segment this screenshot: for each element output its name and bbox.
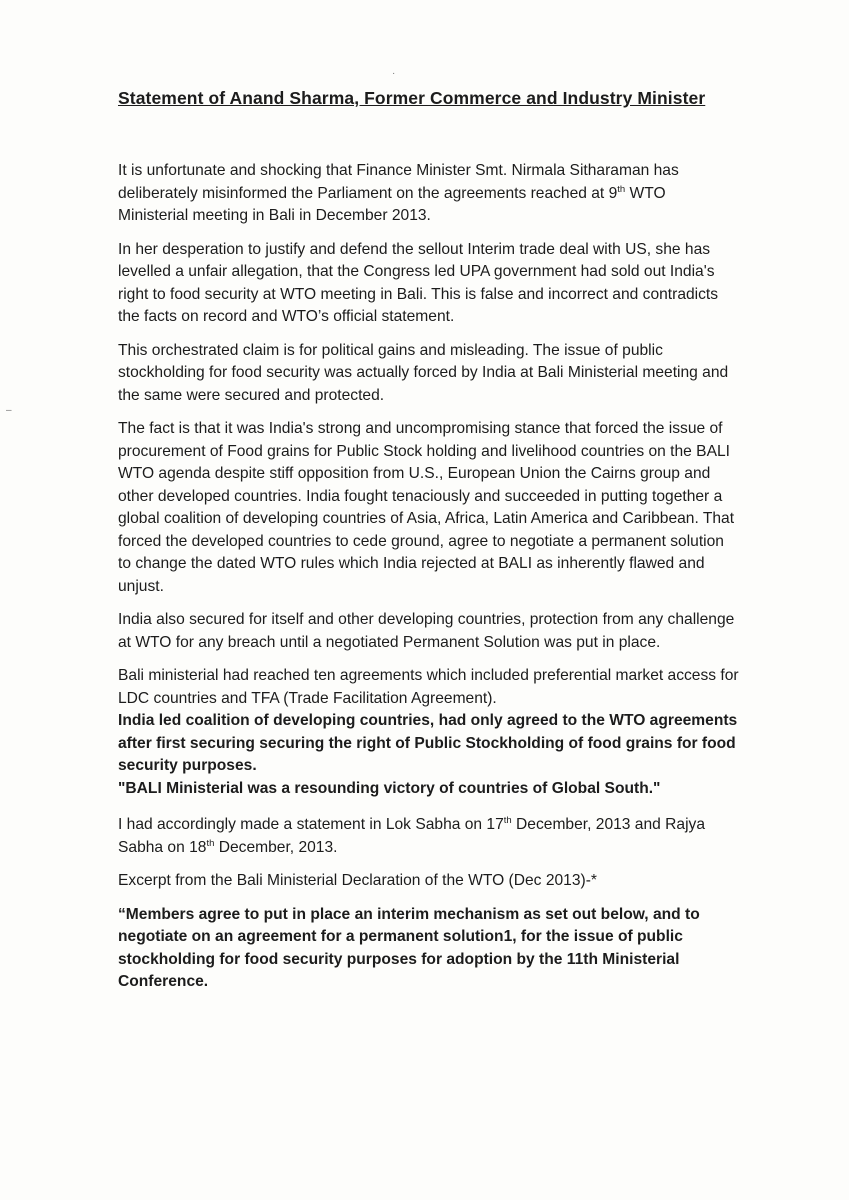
scan-speck: – [6, 405, 12, 416]
paragraph-1-superscript: th [617, 183, 626, 195]
paragraph-9-text-b: December, 2013 and Rajya Sabha on 18 [118, 816, 706, 856]
paragraph-1 [118, 160, 740, 228]
paragraph-11-bold-excerpt: “Members agree to put in place an interim mechanism as set out below, and to negotiate on an agreement for a permanent solution1, for the issue of public stockholding for food security purposes for adoption by the 11th Ministerial Conference. [118, 905, 700, 990]
paragraph-9-text-c: December, 2013. [214, 838, 338, 856]
paragraph-10: Excerpt from the Bali Ministerial Declaration of the WTO (Dec 2013)-* [118, 872, 597, 889]
paragraph-3: This orchestrated claim is for political gains and misleading. The issue of public stockholding for food security was actually forced by India at Bali Ministerial meeting and the same were secured and protected. [118, 341, 729, 404]
paragraph-8-bold-quote: "BALI Ministerial was a resounding victory of countries of Global South." [118, 779, 661, 797]
paragraph-9-superscript-1: th [503, 815, 512, 826]
paragraph-9-text-a: I had accordingly made a statement in Lok Sabha on 17 [118, 816, 504, 833]
paragraph-6: Bali ministerial had reached ten agreements which included preferential market access for LDC countries and TFA (Trade Facilitation Agreement). [118, 667, 739, 707]
document-body [118, 160, 740, 1005]
paragraph-9-superscript-2: th [206, 837, 215, 849]
paragraph-7-bold: India led coalition of developing countries, had only agreed to the WTO agreements after first securing securing the right of Public Stockholding of food grains for food security purposes. [118, 712, 738, 774]
paragraph-4: The fact is that it was India's strong and uncompromising stance that forced the issue of procurement of Food grains for Public Stock holding and livelihood countries on the BALI WTO agenda despite stiff opposition from U.S., European Union the Cairns group and other developed countries. India fought tenaciously and succeeded in putting together a global coalition of developing countries of Asia, Africa, Latin America and Caribbean. That forced the developed countries to cede ground, agree to negotiate a permanent solution to change the dated WTO rules which India rejected at BALI as inherently flawed and unjust. [118, 420, 735, 595]
document-title: Statement of Anand Sharma, Former Commerce and Industry Minister [118, 88, 706, 108]
paragraph-1-text-a: It is unfortunate and shocking that Finance Minister Smt. Nirmala Sitharaman has deliberately misinformed the Parliament on the agreements reached at 9 [118, 162, 679, 202]
paragraph-1-text-b: WTO Ministerial meeting in Bali in December 2013. [118, 184, 666, 224]
paragraph-5: India also secured for itself and other developing countries, protection from any challenge at WTO for any breach until a negotiated Permanent Solution was put in place. [118, 611, 735, 651]
paragraph-2: In her desperation to justify and defend the sellout Interim trade deal with US, she has levelled a unfair allegation, that the Congress led UPA government had sold out India's right to food security at WTO meeting in Bali. This is false and incorrect and contradicts the facts on record and WTO’s official statement. [118, 240, 719, 325]
scan-speck: · [392, 68, 396, 79]
paragraph-9 [118, 814, 740, 859]
